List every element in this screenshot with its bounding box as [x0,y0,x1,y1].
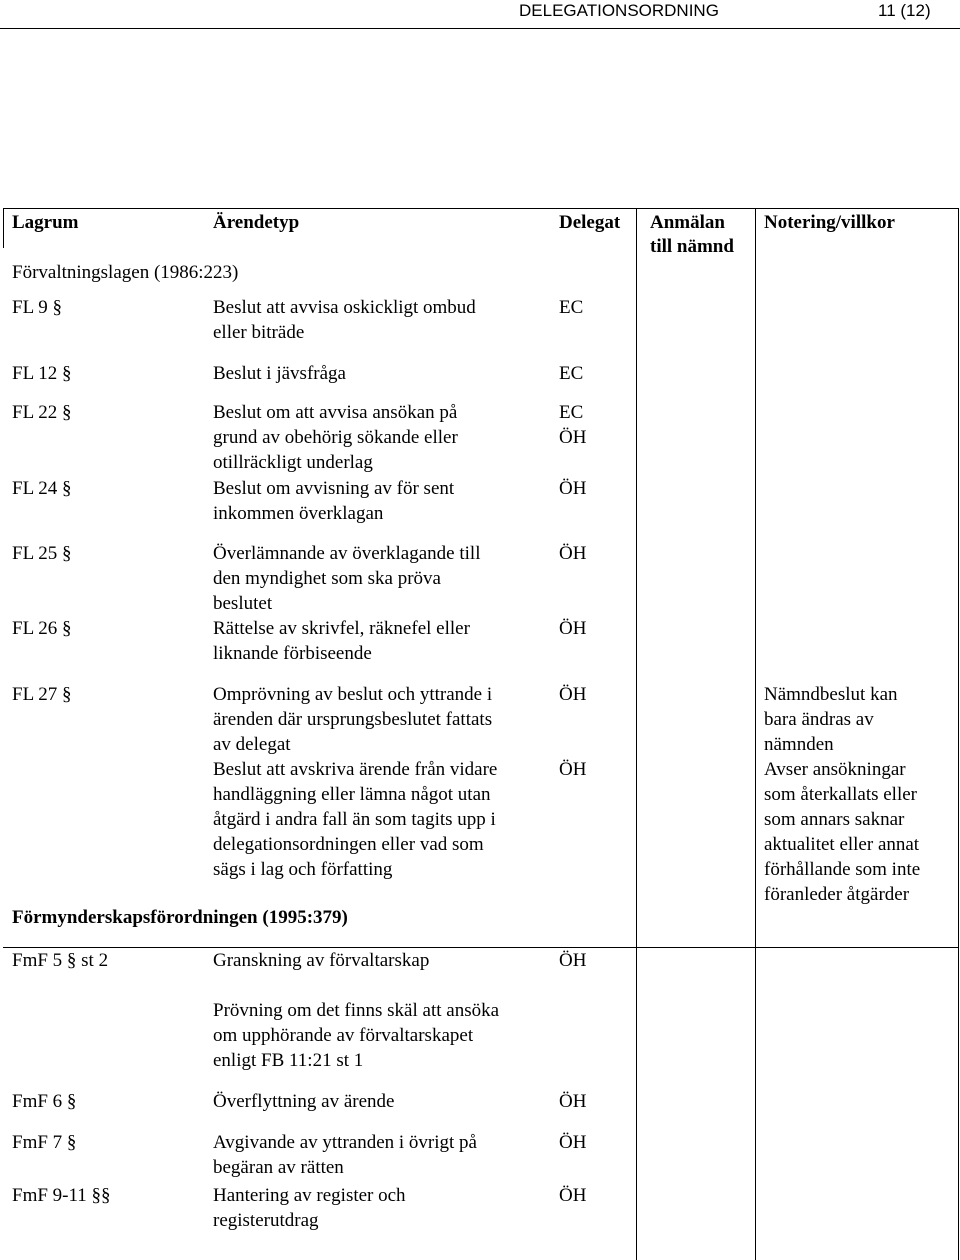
delegat-cell: ÖH [559,759,587,780]
delegat-cell: ÖH [559,478,587,499]
table-left-border [3,208,4,248]
delegat-cell: ÖH [559,950,587,971]
arendetyp-cell: Prövning om det finns skäl att ansöka om upphörande av förvaltarskapet enligt FB 11:21 st 1 [213,1000,500,1071]
lagrum-cell: FL 22 § [12,402,72,423]
column-header-anmalan: Anmälan [650,212,725,233]
delegat-cell: ÖH [559,1091,587,1112]
arendetyp-cell: Överflyttning av ärende [213,1091,395,1112]
column-header-anmalan-line2: till nämnd [650,236,734,257]
delegat-cell: EC [559,297,584,318]
notering-cell: Nämndbeslut kan bara ändras av nämnden [764,684,898,755]
arendetyp-cell: Beslut om avvisning av för sent inkommen överklagan [213,478,455,524]
column-divider-notering [755,208,756,1260]
arendetyp-cell: Beslut att avvisa oskickligt ombud eller biträde [213,297,476,343]
arendetyp-cell: Granskning av förvaltarskap [213,950,430,971]
column-header-arendetyp: Ärendetyp [213,212,300,233]
lagrum-cell: FmF 9-11 §§ [12,1185,111,1206]
arendetyp-cell: Rättelse av skrivfel, räknefel eller liknande förbiseende [213,618,470,664]
lagrum-cell: FL 26 § [12,618,72,639]
arendetyp-cell: Avgivande av yttranden i övrigt på begäran av rätten [213,1132,477,1178]
column-header-lagrum: Lagrum [12,212,79,233]
delegat-cell: ÖH [559,1132,587,1153]
lagrum-cell: FmF 6 § [12,1091,77,1112]
header-rule [0,28,960,29]
delegat-cell: ÖH [559,1185,587,1206]
lagrum-cell: FL 12 § [12,363,72,384]
table-row-divider [3,947,959,948]
arendetyp-cell: Beslut i jävsfråga [213,363,346,384]
arendetyp-cell: Beslut att avskriva ärende från vidare handläggning eller lämna något utan åtgärd i andra fall än som tagits upp i delegationsordningen eller vad som sägs i lag och författing [213,759,498,880]
delegat-cell: EC ÖH [559,402,587,448]
lagrum-cell: FmF 7 § [12,1132,77,1153]
lagrum-cell: FmF 5 § st 2 [12,950,109,971]
lagrum-cell: FL 24 § [12,478,72,499]
lagrum-cell: FL 25 § [12,543,72,564]
page-number: 11 (12) [878,1,931,20]
section-heading: Förvaltningslagen (1986:223) [12,262,239,283]
table-top-border [3,208,959,209]
arendetyp-cell: Överlämnande av överklagande till den myndighet som ska pröva beslutet [213,543,481,614]
lagrum-cell: FL 27 § [12,684,72,705]
column-header-delegat: Delegat [559,212,621,233]
delegat-cell: EC [559,363,584,384]
document-title: DELEGATIONSORDNING [519,1,719,20]
arendetyp-cell: Omprövning av beslut och yttrande i ärenden där ursprungsbeslutet fattats av delegat [213,684,493,755]
column-header-notering: Notering/villkor [764,212,895,233]
column-divider-anmalan [636,208,637,1260]
section-heading: Förmynderskapsförordningen (1995:379) [12,907,348,928]
delegat-cell: ÖH [559,684,587,705]
table-right-border [958,208,959,1260]
notering-cell: Avser ansökningar som återkallats eller som annars saknar aktualitet eller annat förhållande som inte föranleder åtgärder [764,759,921,905]
lagrum-cell: FL 9 § [12,297,62,318]
delegat-cell: ÖH [559,543,587,564]
delegat-cell: ÖH [559,618,587,639]
arendetyp-cell: Beslut om att avvisa ansökan på grund av obehörig sökande eller otillräckligt underlag [213,402,458,473]
arendetyp-cell: Hantering av register och registerutdrag [213,1185,406,1231]
